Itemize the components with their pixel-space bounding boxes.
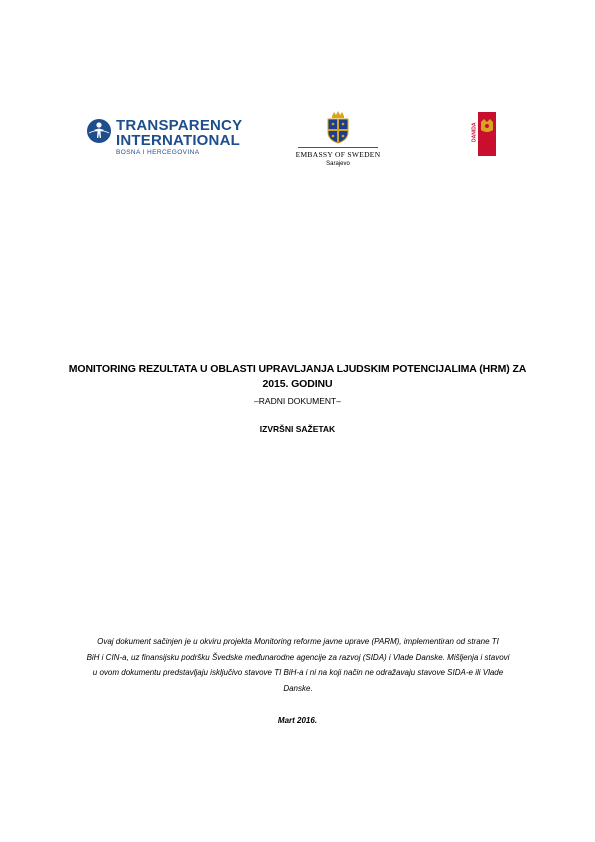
transparency-international-logo <box>86 116 243 158</box>
document-subtitle: –RADNI DOKUMENT– <box>254 396 341 406</box>
disclaimer-line-3: u ovom dokumentu predstavljaju isključivo stavove TI BiH-a i ni na koji način ne odražavaju stavove SIDA-e ili Vlade <box>92 668 504 677</box>
ti-logo-line1: TRANSPARENCY <box>116 117 243 134</box>
ti-logo-subline: BOSNA I HERCEGOVINA <box>116 149 200 156</box>
danida-logo <box>470 112 496 156</box>
ti-globe-icon <box>86 118 112 144</box>
ti-logo-line2: INTERNATIONAL <box>116 132 240 149</box>
swedish-crest-icon <box>324 110 352 144</box>
sweden-divider <box>298 147 378 148</box>
title-line-1: MONITORING REZULTATA U OBLASTI UPRAVLJANJA LJUDSKIM POTENCIJALIMA (HRM) ZA <box>68 363 527 375</box>
sweden-logo-city: Sarajevo <box>326 161 350 167</box>
document-title <box>40 362 555 392</box>
embassy-of-sweden-logo <box>290 110 386 172</box>
sweden-logo-name: EMBASSY OF SWEDEN <box>295 150 381 159</box>
disclaimer-paragraph <box>44 634 552 696</box>
title-line-2: 2015. GODINU <box>262 378 333 390</box>
section-heading: IZVRŠNI SAŽETAK <box>259 424 336 434</box>
svg-text:DANIDA: DANIDA <box>471 122 478 142</box>
disclaimer-line-2: BiH i CIN-a, uz finansijsku podršku Švedske međunarodne agencije za razvoj (SIDA) i Vlade Danske. Mišljenja i stavovi <box>86 652 510 662</box>
disclaimer-line-4: Danske. <box>283 683 313 693</box>
document-date: Mart 2016. <box>277 716 318 725</box>
disclaimer-line-1: Ovaj dokument sačinjen je u okviru projekta Monitoring reforme javne uprave (PARM), implementiran od strane TI <box>97 637 499 646</box>
